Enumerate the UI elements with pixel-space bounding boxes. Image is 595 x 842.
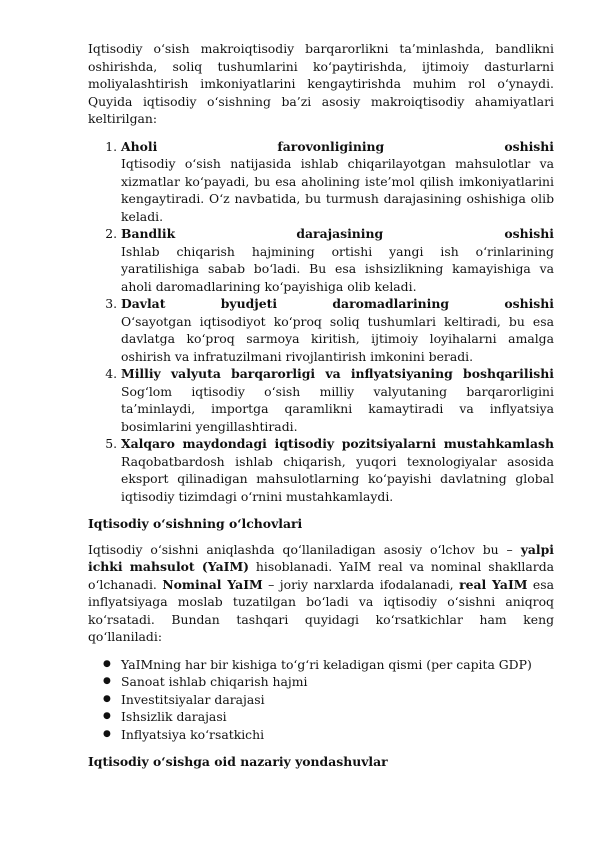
list-item [121, 435, 554, 505]
measure-text: – joriy narxlarda ifodalanadi, [262, 576, 460, 592]
measure-heading: Iqtisodiy o‘sishning o‘lchovlari [88, 516, 303, 531]
list-item [121, 138, 554, 226]
list-item-title: 2. Bandlik darajasining oshishi [121, 226, 554, 241]
indicator-text: Sanoat ishlab chiqarish hajmi [121, 674, 308, 689]
bullet-icon: ● [103, 693, 111, 704]
measure-paragraph [88, 541, 554, 646]
list-item-title: 3. Davlat byudjeti daromadlarining oshishi [121, 296, 554, 311]
importance-list [88, 138, 554, 506]
measure-term-real: real YaIM [459, 576, 528, 592]
indicator-text: Inflyatsiya ko‘rsatkichi [121, 726, 265, 742]
list-item [103, 673, 554, 691]
list-item [121, 295, 554, 365]
document-page [88, 40, 554, 779]
list-item-title: 1. Aholi farovonligining oshishi [121, 138, 554, 154]
measure-text: Iqtisodiy o‘sishni aniqlashda qo‘llaniladigan asosiy o‘lchov bu – [88, 541, 521, 557]
bullet-icon: ● [103, 676, 111, 686]
indicator-text: Ishsizlik darajasi [121, 709, 227, 724]
list-item-body: Ishlab chiqarish hajmining ortishi yangi ish o‘rinlarining yaratilishiga sabab bo‘ladi. Bu esa ishsizlikning kamayishiga va aholi daromadlarining ko‘payishiga olib keladi. [121, 243, 554, 294]
indicator-text: Investitsiyalar darajasi [121, 691, 265, 707]
list-item-body: Raqobatbardosh ishlab chiqarish, yuqori texnologiyalar asosida eksport qilinadigan mahsulotlarning ko‘payishi davlatning global iqtisodiy tizimdagi o‘rnini mustahkamlaydi. [121, 453, 554, 504]
list-item [103, 708, 554, 726]
bullet-icon: ● [103, 728, 111, 739]
bullet-icon: ● [103, 711, 111, 721]
measure-term-gdp: yalpi ichki mahsulot (YaIM) [88, 541, 554, 574]
indicator-list [88, 656, 554, 744]
list-item-title: 4. Milliy valyuta barqarorligi va inflyatsiyaning boshqarilishi [121, 366, 554, 381]
list-item-body: O‘sayotgan iqtisodiyot ko‘proq soliq tushumlari keltiradi, bu esa davlatga ko‘proq sarmoya kiritish, ijtimoiy loyihalarni amalga oshirish va infratuzilmani rivojlantirish imkonini beradi. [121, 313, 554, 364]
list-item [121, 365, 554, 435]
measure-term-nominal: Nominal YaIM [162, 576, 263, 592]
list-item [103, 691, 554, 709]
bullet-icon: ● [103, 658, 111, 669]
list-item-title: 5. Xalqaro maydondagi iqtisodiy pozitsiyalarni mustahkamlash [121, 436, 554, 451]
measure-text: hisoblanadi. YaIM real va nominal shakllarda o‘lchanadi. [88, 559, 555, 592]
list-item-body: Sog‘lom iqtisodiy o‘sish milliy valyutaning barqarorligini ta’minlaydi, importga qaramlikni kamaytiradi va inflyatsiya bosimlarini yengillashtiradi. [121, 383, 554, 434]
measure-text: esa inflyatsiyaga moslab tuzatilgan bo‘ladi va iqtisodiy o‘sishni aniqroq ko‘rsatadi. Bundan tashqari quyidagi ko‘rsatkichlar ham keng qo‘llaniladi: [88, 576, 554, 644]
list-item [103, 726, 554, 744]
indicator-text: YaIMning har bir kishiga to‘g‘ri keladigan qismi (per capita GDP) [121, 656, 532, 672]
list-item [121, 225, 554, 295]
theory-heading: Iqtisodiy o‘sishga oid nazariy yondashuvlar [88, 754, 388, 769]
list-item [103, 656, 554, 674]
list-item-body: Iqtisodiy o‘sish natijasida ishlab chiqarilayotgan mahsulotlar va xizmatlar ko‘payadi, bu esa aholining iste’mol qilish imkoniyatlarini kengaytiradi. O‘z navbatida, bu turmush darajasining oshishiga olib keladi. [121, 156, 554, 224]
intro-paragraph: Iqtisodiy o‘sish makroiqtisodiy barqarorlikni ta’minlashda, bandlikni oshirishda, soliq tushumlarini ko‘paytirishda, ijtimoiy dasturlarni moliyalashtirish imkoniyatlarini kengaytirishda muhim rol o‘ynaydi. Quyida iqtisodiy o‘sishning ba’zi asosiy makroiqtisodiy ahamiyatlari keltirilgan: [88, 41, 554, 126]
